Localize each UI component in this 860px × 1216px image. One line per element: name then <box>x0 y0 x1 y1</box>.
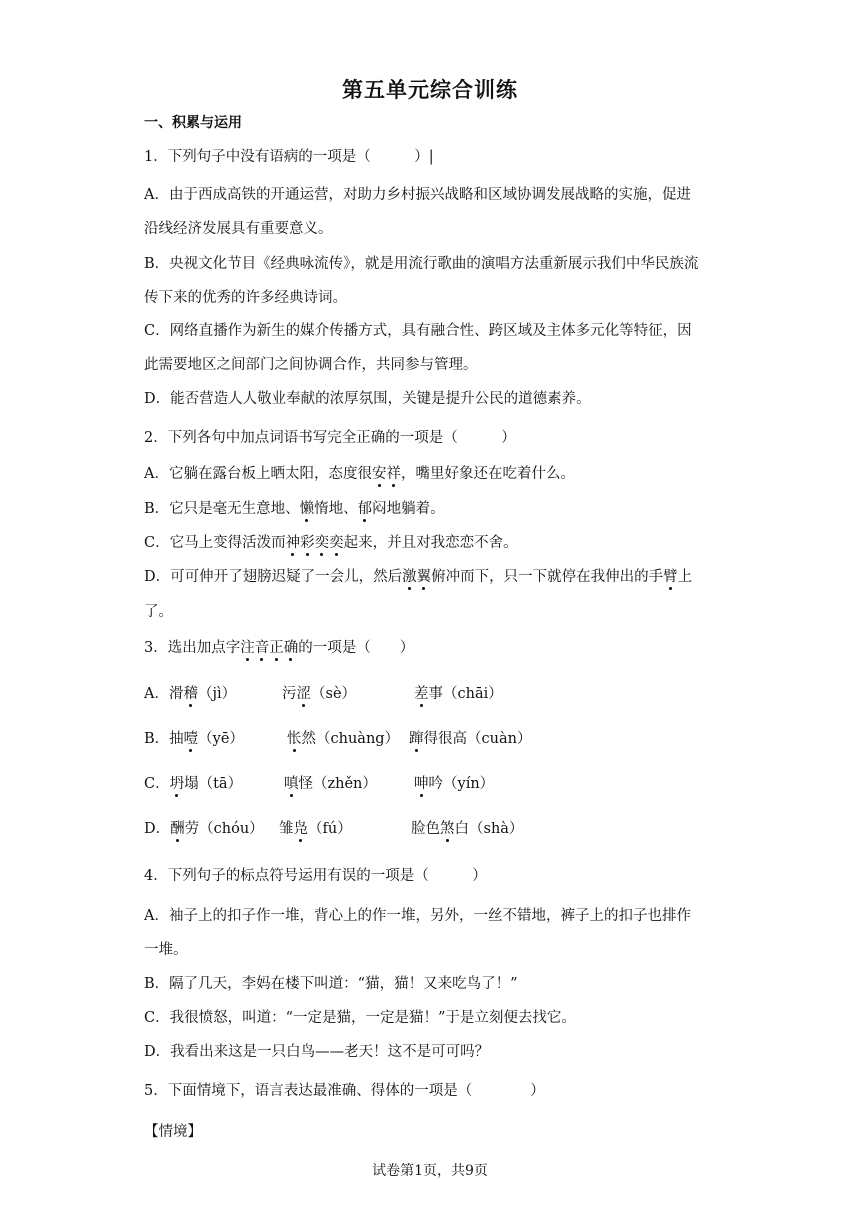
dotted-char: 臂 <box>663 569 678 585</box>
section-heading: 一、积累与运用 <box>144 115 242 131</box>
q3-option-a-item2: 污涩（sè） <box>282 686 357 702</box>
q2-option-d-line1: D．可可伸开了翅膀迟疑了一会儿，然后激翼俯冲而下，只一下就停在我伸出的手臂上 <box>144 569 693 585</box>
q1-option-a-line1: A．由于西成高铁的开通运营，对助力乡村振兴战略和区域协调发展战略的实施，促进 <box>144 187 691 203</box>
q4-option-a-line2: 一堆。 <box>144 942 188 958</box>
dotted-char: 酬 <box>170 821 185 837</box>
q2-option-a: A．它躺在露台板上晒太阳，态度很安祥，嘴里好象还在吃着什么。 <box>144 466 575 482</box>
q3-option-a-item1: A．滑稽（jì） <box>144 686 237 702</box>
dotted-char: 奕 <box>314 535 330 551</box>
dotted-char: 奕 <box>329 535 344 551</box>
dotted-char: 煞 <box>440 821 455 837</box>
q1-option-d: D．能否营造人人敬业奉献的浓厚氛围，关键是提升公民的道德素养。 <box>144 391 591 407</box>
q4-option-a-line1: A．袖子上的扣子作一堆，背心上的作一堆，另外，一丝不错地，裤子上的扣子也排作 <box>144 908 691 924</box>
dotted-char: 噎 <box>183 731 199 747</box>
page-footer: 试卷第1页，共9页 <box>372 1163 488 1179</box>
q2-stem: 2．下列各句中加点词语书写完全正确的一项是（ ） <box>144 430 516 446</box>
dotted-char: 怅 <box>287 731 302 747</box>
dotted-char: 神 <box>285 535 301 551</box>
q2-option-c: C．它马上变得活泼而神彩奕奕起来，并且对我恋恋不舍。 <box>144 535 518 551</box>
dotted-char: 彩 <box>300 535 315 551</box>
q3-option-b-item1: B．抽噎（yē） <box>144 731 244 747</box>
q5-stem: 5．下面情境下，语言表达最准确、得体的一项是（ ） <box>144 1083 545 1099</box>
q2-option-d-line2: 了。 <box>144 604 173 620</box>
page-title: 第五单元综合训练 <box>342 78 518 102</box>
dotted-char: 激 <box>402 569 417 585</box>
dotted-char: 差 <box>414 686 429 702</box>
q4-option-b: B．隔了几天，李妈在楼下叫道：“猫，猫！又来吃鸟了！” <box>144 976 518 992</box>
q3-option-b-item2: 怅然（chuàng） <box>287 731 400 747</box>
dotted-char: 正 <box>269 640 284 656</box>
dotted-char: 懒 <box>299 501 315 517</box>
q3-option-c-item1: C．坍塌（tā） <box>144 776 243 792</box>
dotted-char: 坍 <box>169 776 185 792</box>
q2-option-b: B．它只是毫无生意地、懒惰地、郁闷地躺着。 <box>144 501 445 517</box>
dotted-char: 涩 <box>296 686 311 702</box>
q4-option-c: C．我很愤怒，叫道：“一定是猫，一定是猫！”于是立刻便去找它。 <box>144 1010 576 1026</box>
q3-option-a-item3: 差事（chāi） <box>414 686 503 702</box>
dotted-char: 注 <box>240 640 255 656</box>
q3-option-d-item2: 雏凫（fú） <box>279 821 352 837</box>
q1-option-a-line2: 沿线经济发展具有重要意义。 <box>144 221 333 237</box>
dotted-char: 凫 <box>293 821 308 837</box>
dotted-char: 稽 <box>183 686 198 702</box>
q3-stem: 3．选出加点字注音正确的一项是（ ） <box>144 640 415 656</box>
q3-option-b-item3: 蹿得很高（cuàn） <box>409 731 532 747</box>
q1-stem: 1．下列句子中没有语病的一项是（ ）| <box>144 149 434 165</box>
dotted-char: 安 <box>371 466 387 482</box>
q3-option-d-item1: D．酬劳（chóu） <box>144 821 264 837</box>
dotted-char: 翼 <box>416 569 432 585</box>
dotted-char: 嗔 <box>284 776 299 792</box>
dotted-char: 蹿 <box>409 731 424 747</box>
q1-option-b-line2: 传下来的优秀的许多经典诗词。 <box>144 290 347 306</box>
dotted-char: 郁 <box>357 501 373 517</box>
q4-stem: 4．下列句子的标点符号运用有误的一项是（ ） <box>144 868 487 884</box>
q4-option-d: D．我看出来这是一只白鸟——老天！这不是可可吗？ <box>144 1044 490 1060</box>
q3-option-d-item3: 脸色煞白（shà） <box>411 821 524 837</box>
dotted-char: 呻 <box>414 776 429 792</box>
q1-option-b-line1: B．央视文化节目《经典咏流传》，就是用流行歌曲的演唱方法重新展示我们中华民族流 <box>144 256 699 272</box>
dotted-char: 音 <box>254 640 270 656</box>
dotted-char: 确 <box>283 640 299 656</box>
dotted-char: 祥 <box>386 466 401 482</box>
q5-context-label: 【情境】 <box>144 1124 202 1140</box>
q3-option-c-item3: 呻吟（yín） <box>414 776 495 792</box>
q1-option-c-line1: C．网络直播作为新生的媒介传播方式，具有融合性、跨区域及主体多元化等特征，因 <box>144 323 692 339</box>
q1-option-c-line2: 此需要地区之间部门之间协调合作，共同参与管理。 <box>144 357 478 373</box>
q3-option-c-item2: 嗔怪（zhěn） <box>284 776 377 792</box>
